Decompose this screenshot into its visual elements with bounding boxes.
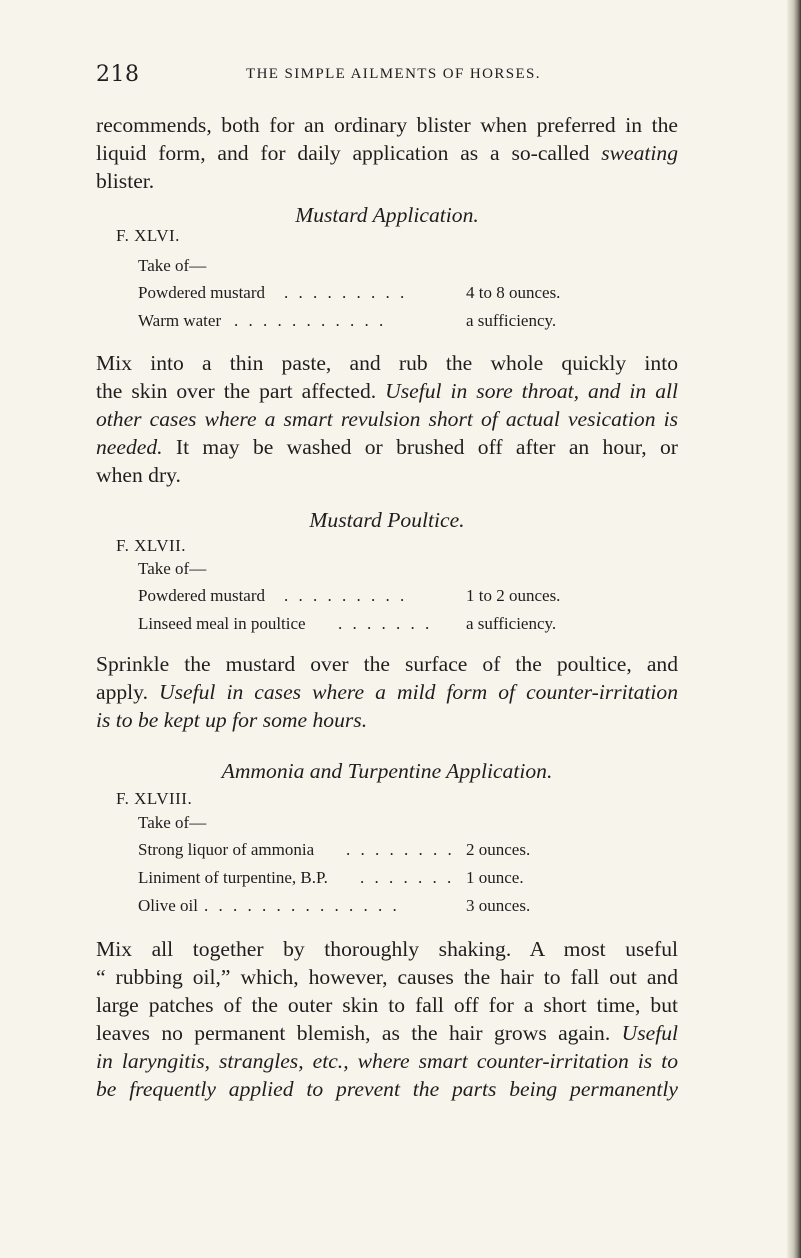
ingredient-quantity: a sufficiency. (466, 311, 557, 330)
ingredient-quantity: 1 to 2 ounces. (466, 586, 561, 605)
ingredient-name: Powdered mustard (138, 283, 266, 302)
text-line: blister. (96, 169, 155, 193)
ingredient-row (138, 584, 668, 608)
text-line: apply. Useful in cases where a mild form of counter-irritation (96, 680, 678, 704)
leader-dots: . . . . . . . (360, 868, 455, 887)
text-line: Mix all together by thoroughly shaking. A most useful (96, 937, 678, 961)
ingredient-name: Warm water (138, 311, 222, 330)
text-line: when dry. (96, 463, 181, 487)
page-number: 218 (96, 62, 140, 87)
ingredient-name: Olive oil (138, 896, 198, 915)
intro-paragraph (96, 111, 678, 195)
paragraph-mustard-poultice (96, 650, 678, 734)
text-line: Sprinkle the mustard over the surface of the poultice, and (96, 652, 678, 676)
text-line: large patches of the outer skin to fall off for a short time, but (96, 993, 678, 1017)
running-title: THE SIMPLE AILMENTS OF HORSES. (246, 66, 541, 82)
leader-dots: . . . . . . . (338, 614, 433, 633)
leader-dots: . . . . . . . . (346, 840, 455, 859)
paragraph-ammonia-turpentine (96, 935, 678, 1103)
ingredient-name: Strong liquor of ammonia (138, 840, 315, 859)
leader-dots: . . . . . . . . . . . . . . (204, 896, 400, 915)
text-line: Mix into a thin paste, and rub the whole quickly into (96, 351, 678, 375)
section-heading-mustard-poultice: Mustard Poultice. (309, 508, 465, 532)
text-line: be frequently applied to prevent the parts being permanently (96, 1077, 678, 1101)
leader-dots: . . . . . . . . . (284, 283, 408, 302)
ingredient-row (138, 309, 668, 333)
ingredient-row (138, 612, 668, 636)
running-header (96, 62, 676, 92)
ingredient-quantity: 3 ounces. (466, 896, 531, 915)
ingredient-row (138, 894, 668, 918)
page-edge-shadow (787, 0, 801, 1258)
text-line: “ rubbing oil,” which, however, causes the hair to fall out and (96, 965, 678, 989)
ingredient-row (138, 281, 668, 305)
ingredient-name: Liniment of turpentine, B.P. (138, 868, 328, 887)
paragraph-mustard-application (96, 349, 678, 489)
ingredient-row (138, 866, 668, 890)
text-line: the skin over the part affected. Useful in sore throat, and in all (96, 379, 678, 403)
ingredient-name: Linseed meal in poultice (138, 614, 306, 633)
text-line: other cases where a smart revulsion short of actual vesication is (96, 407, 678, 431)
section-heading-mustard-application: Mustard Application. (295, 203, 479, 227)
ingredient-quantity: 2 ounces. (466, 840, 531, 859)
take-of-label: Take of— (138, 256, 207, 275)
ingredient-quantity: 1 ounce. (466, 868, 524, 887)
ingredient-quantity: 4 to 8 ounces. (466, 283, 561, 302)
text-line: is to be kept up for some hours. (96, 708, 368, 732)
section-heading-ammonia-turpentine: Ammonia and Turpentine Application. (221, 759, 553, 783)
text-line: leaves no permanent blemish, as the hair grows again. Useful (96, 1021, 678, 1045)
formula-number: F. XLVII. (116, 536, 187, 555)
formula-number: F. XLVI. (116, 226, 180, 245)
text-line: needed. It may be washed or brushed off after an hour, or (96, 435, 678, 459)
ingredient-name: Powdered mustard (138, 586, 266, 605)
formula-number: F. XLVIII. (116, 789, 193, 808)
ingredient-quantity: a sufficiency. (466, 614, 557, 633)
text-line: liquid form, and for daily application as a so-called sweating (96, 141, 678, 165)
text-line: in laryngitis, strangles, etc., where smart counter-irritation is to (96, 1049, 678, 1073)
ingredient-row (138, 838, 668, 862)
text-line: recommends, both for an ordinary blister when preferred in the (96, 113, 678, 137)
take-of-label: Take of— (138, 813, 207, 832)
take-of-label: Take of— (138, 559, 207, 578)
leader-dots: . . . . . . . . . . . (234, 311, 387, 330)
leader-dots: . . . . . . . . . (284, 586, 408, 605)
